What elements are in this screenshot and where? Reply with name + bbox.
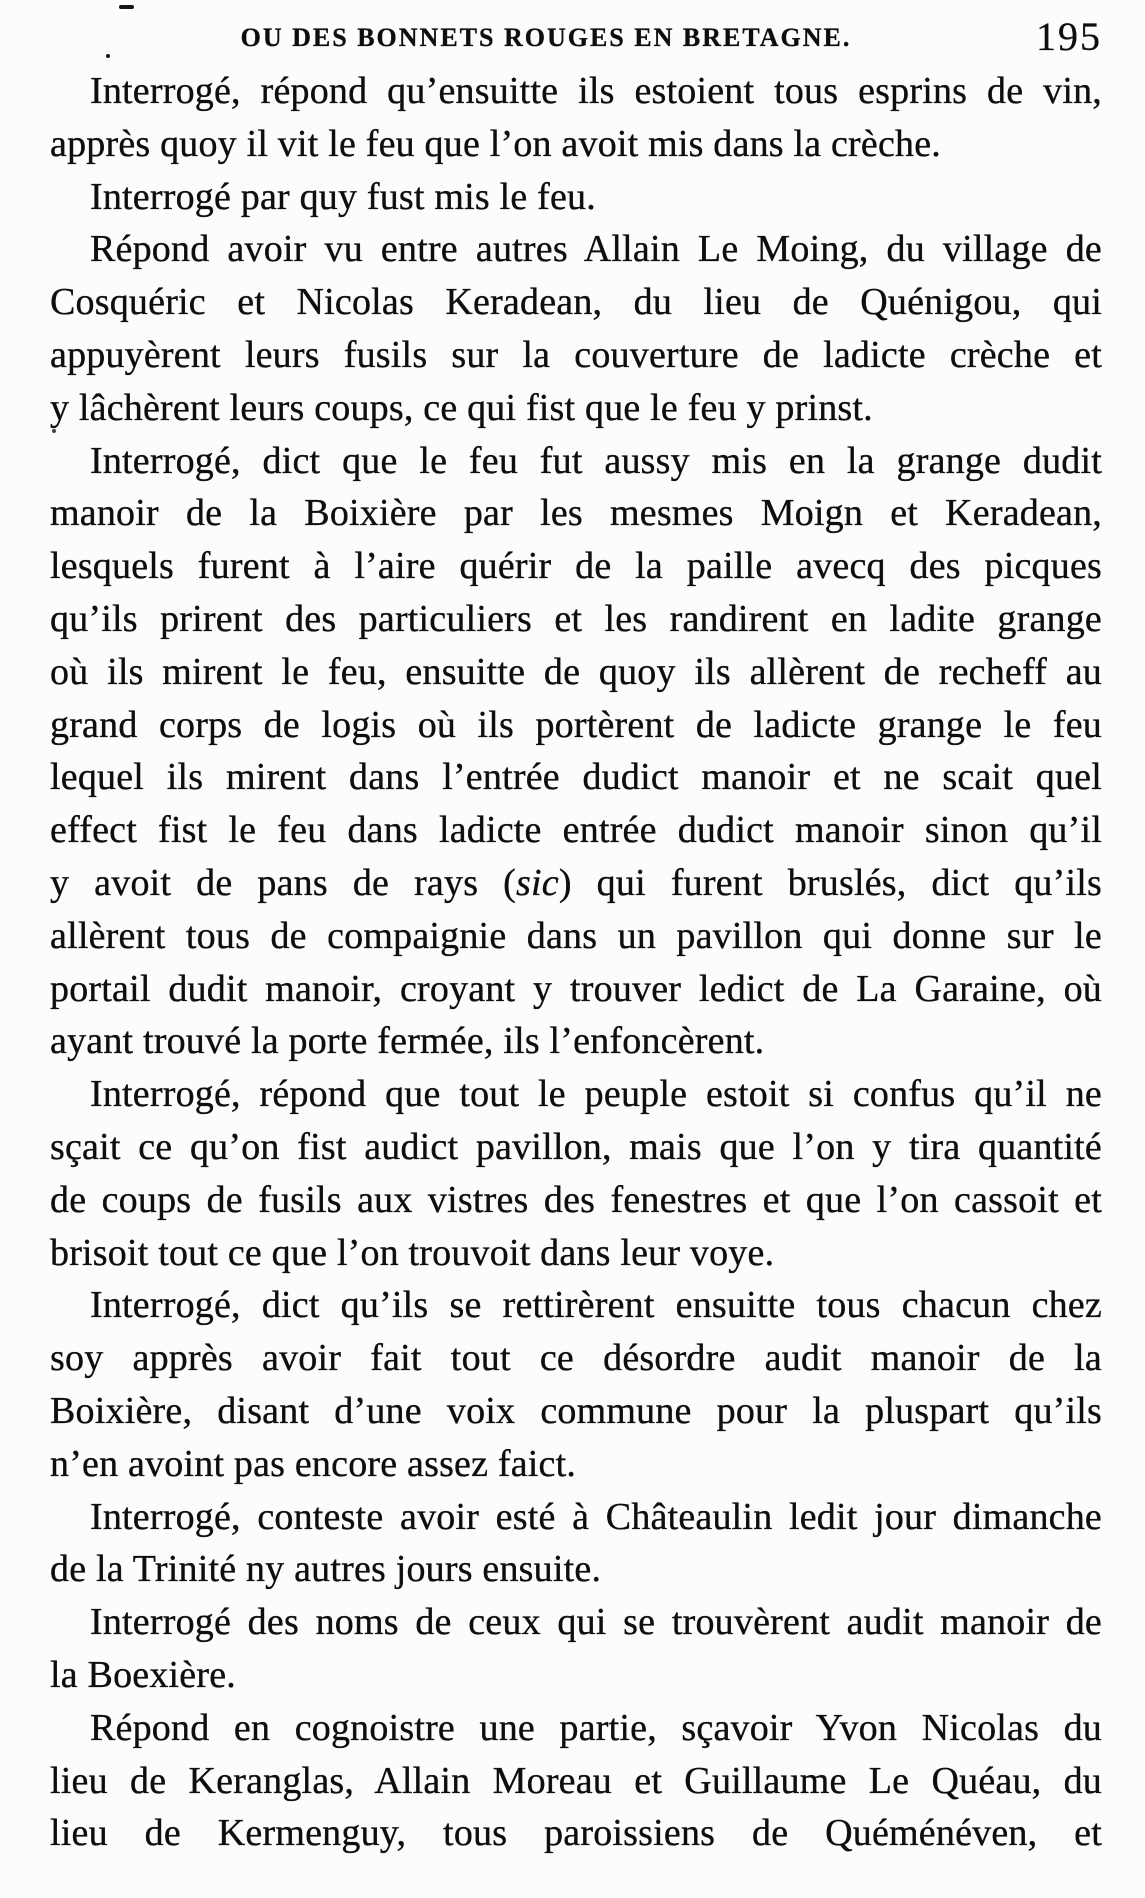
text-line: Interrogé, dict qu’ils se rettirèrent ensuitte tous chacun chez — [90, 1284, 1102, 1327]
text-line: effect fist le feu dans ladicte entrée dudict manoir sinon qu’il — [50, 809, 1102, 852]
running-title: OU DES BONNETS ROUGES EN BRETAGNE. — [240, 23, 852, 52]
text-line: Interrogé, répond qu’ensuitte ils estoient tous esprins de vin, — [90, 70, 1102, 112]
text-line: ayant trouvé la porte fermée, ils l’enfoncèrent. — [50, 1020, 765, 1063]
text-line: Cosquéric et Nicolas Keradean, du lieu de Quénigou, qui — [50, 281, 1102, 324]
text-line: de coups de fusils aux vistres des fenestres et que l’on cassoit et — [50, 1178, 1102, 1221]
text-line: Interrogé, répond que tout le peuple estoit si confus qu’il ne — [90, 1073, 1102, 1116]
text-line: sçait ce qu’on fist audict pavillon, mais que l’on y tira quantité — [50, 1125, 1102, 1168]
text-line: appuyèrent leurs fusils sur la couverture de ladicte crèche et — [50, 333, 1102, 376]
text-line: y avoit de pans de rays (sic) qui furent bruslés, dict qu’ils — [50, 861, 1102, 904]
page-number: 195 — [1036, 14, 1102, 59]
text-line: portail dudit manoir, croyant y trouver ledict de La Garaine, où — [50, 967, 1102, 1010]
text-line: apprès quoy il vit le feu que l’on avoit mis dans la crèche. — [50, 122, 942, 165]
text-line: y lâchèrent leurs coups, ce qui fist que le feu y prinst. — [50, 386, 873, 429]
text-line: Boixière, disant d’une voix commune pour la pluspart qu’ils — [50, 1389, 1102, 1432]
text-line: lesquels furent à l’aire quérir de la paille avecq des picques — [50, 545, 1102, 588]
text-line: qu’ils prirent des particuliers et les randirent en ladite grange — [50, 597, 1102, 640]
text-line: brisoit tout ce que l’on trouvoit dans leur voye. — [50, 1231, 775, 1274]
text-line: où ils mirent le feu, ensuitte de quoy ils allèrent de recheff au — [50, 650, 1102, 693]
text-line: Répond en cognoistre une partie, sçavoir Yvon Nicolas du — [90, 1706, 1102, 1749]
text-line: Interrogé, dict que le feu fut aussy mis en la grange dudit — [90, 439, 1102, 482]
text-line: lieu de Keranglas, Allain Moreau et Guillaume Le Quéau, du — [50, 1759, 1102, 1802]
text-line: grand corps de logis où ils portèrent de ladicte grange le feu — [50, 703, 1102, 746]
text-line: lieu de Kermenguy, tous paroissiens de Quéménéven, et — [50, 1812, 1102, 1855]
text-line: lequel ils mirent dans l’entrée dudict manoir et ne scait quel — [50, 756, 1102, 799]
text-line: Interrogé des noms de ceux qui se trouvèrent audit manoir de — [90, 1601, 1102, 1644]
text-line: Répond avoir vu entre autres Allain Le Moing, du village de — [90, 228, 1102, 271]
text-line: n’en avoint pas encore assez faict. — [50, 1442, 577, 1485]
text-line: de la Trinité ny autres jours ensuite. — [50, 1548, 602, 1591]
text-line: soy apprès avoir fait tout ce désordre audit manoir de la — [50, 1337, 1102, 1380]
page-header — [50, 14, 1102, 60]
text-line: la Boexière. — [50, 1653, 236, 1696]
text-line: Interrogé, conteste avoir esté à Châteaulin ledit jour dimanche — [90, 1495, 1102, 1538]
text-line: Interrogé par quy fust mis le feu. — [90, 175, 596, 218]
text-line: manoir de la Boixière par les mesmes Moign et Keradean, — [50, 492, 1102, 535]
text-line: allèrent tous de compaignie dans un pavillon qui donne sur le — [50, 914, 1102, 957]
scan-speck-dash — [119, 5, 134, 9]
page-body — [50, 65, 1102, 1860]
italic-sic: sic — [516, 861, 559, 904]
